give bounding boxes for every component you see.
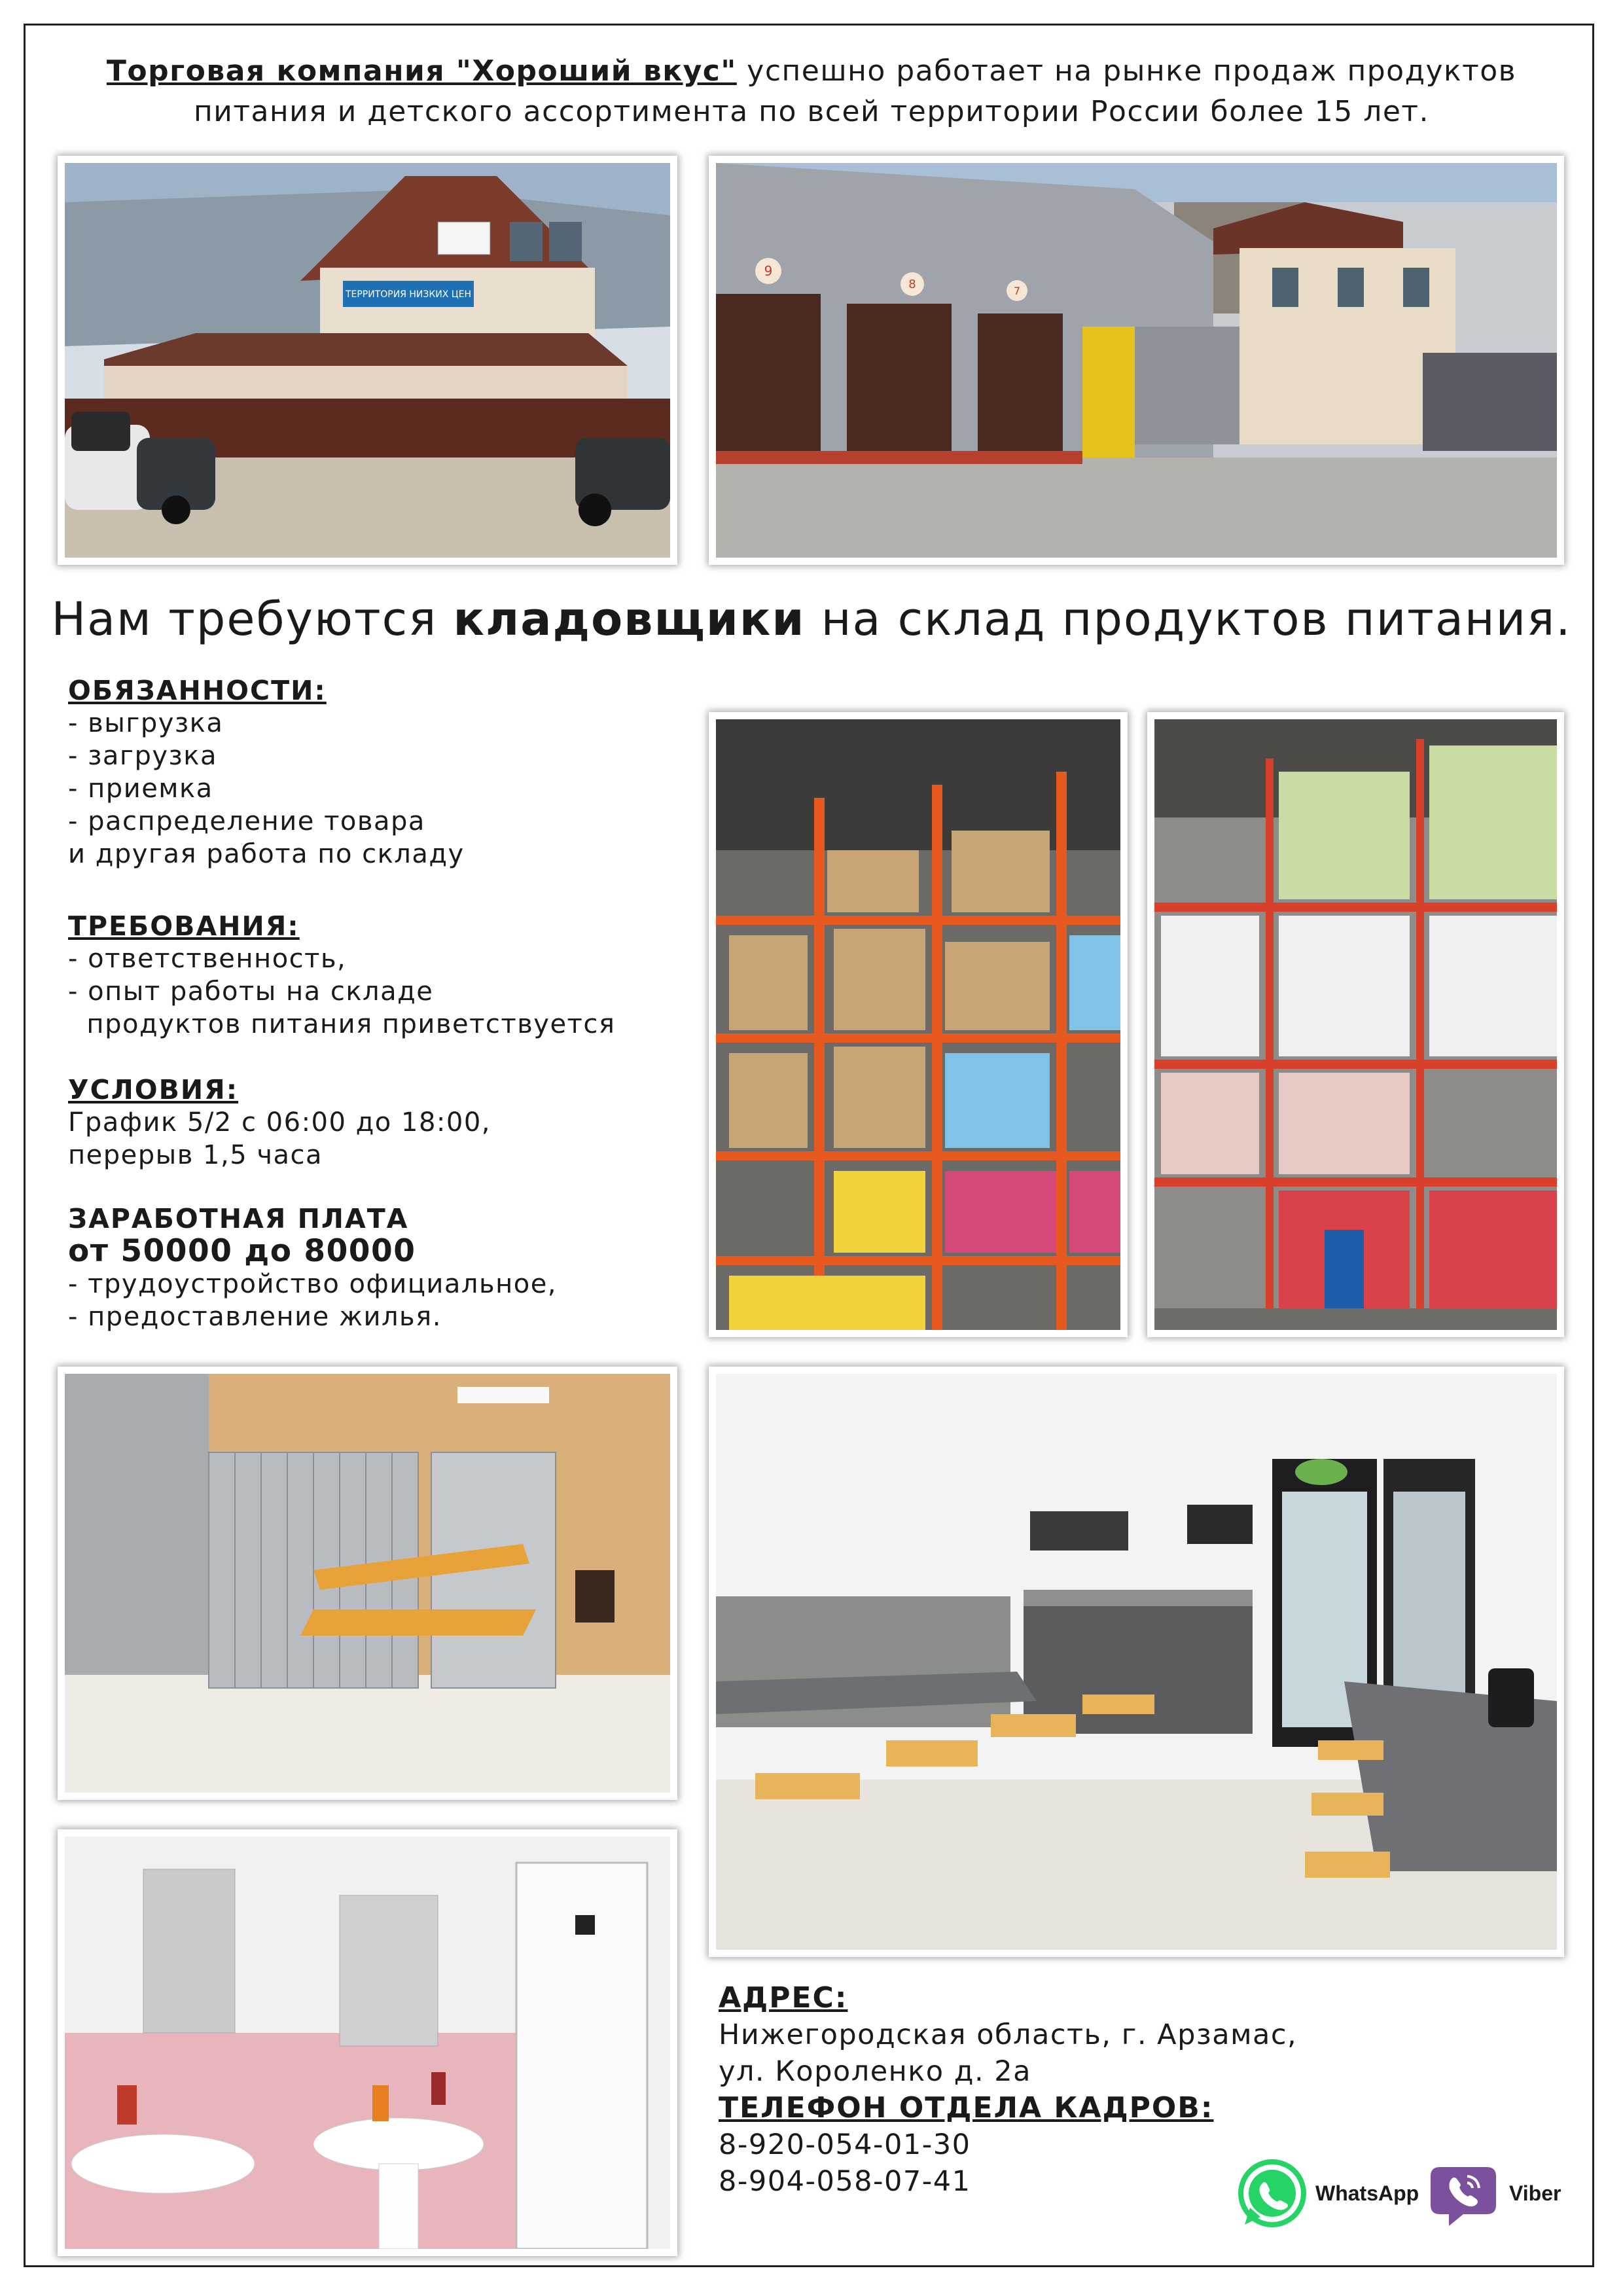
requirements-section (68, 910, 615, 1041)
contacts-section (719, 1980, 1297, 2200)
condition-item: перерыв 1,5 часа (68, 1140, 323, 1170)
salary-section (68, 1202, 557, 1333)
company-name: Торговая компания "Хороший вкус" (106, 54, 737, 88)
phone-title: ТЕЛЕФОН ОТДЕЛА КАДРОВ: (719, 2091, 1214, 2125)
requirement-item: - ответственность, (68, 944, 347, 974)
phone-number-2[interactable]: 8-904-058-07-41 (719, 2165, 971, 2198)
office-sign-text: ТЕРРИТОРИЯ НИЗКИХ ЦЕН (345, 289, 472, 300)
headline-pre: Нам требуются (51, 592, 454, 646)
duties-section (68, 674, 465, 870)
salary-amount: от 50000 до 80000 (68, 1233, 416, 1269)
address-line1: Нижегородская область, г. Арзамас, (719, 2018, 1298, 2051)
duty-item: и другая работа по складу (68, 839, 465, 869)
duty-item: - загрузка (68, 741, 217, 771)
headline-job-title: кладовщики (453, 592, 806, 646)
viber-icon (1427, 2157, 1500, 2230)
gate-number-2: 8 (908, 278, 916, 291)
photo-dining-room (709, 1367, 1564, 1957)
requirement-item: - опыт работы на складе (68, 977, 434, 1007)
gate-number-1: 9 (764, 263, 773, 279)
duties-title: ОБЯЗАННОСТИ: (68, 675, 327, 706)
intro-line2: питания и детского ассортимента по всей территории России более 15 лет. (193, 95, 1430, 128)
photo-warehouse-racks-2 (1147, 712, 1564, 1337)
requirement-item: продуктов питания приветствуется (68, 1009, 616, 1039)
viber-link[interactable] (1427, 2157, 1561, 2230)
photo-warehouse-racks-1 (709, 712, 1128, 1337)
photo-office-building (58, 156, 677, 565)
headline-post: на склад продуктов питания. (805, 592, 1572, 646)
duty-item: - приемка (68, 774, 213, 804)
address-title: АДРЕС: (719, 1981, 848, 2015)
conditions-title: УСЛОВИЯ: (68, 1074, 239, 1105)
conditions-section (68, 1073, 491, 1172)
photo-warehouse-gates (709, 156, 1564, 565)
viber-label: Viber (1509, 2181, 1561, 2205)
intro-text (39, 51, 1584, 132)
salary-title: ЗАРАБОТНАЯ ПЛАТА (68, 1203, 409, 1234)
phone-number-1[interactable]: 8-920-054-01-30 (719, 2128, 971, 2161)
duty-item: - выгрузка (68, 708, 224, 738)
salary-item: - предоставление жилья. (68, 1302, 442, 1332)
address-line2: ул. Короленко д. 2а (719, 2055, 1031, 2088)
vacancy-headline (39, 592, 1584, 646)
intro-line1: успешно работает на рынке продаж продуктов (736, 54, 1517, 88)
salary-item: - трудоустройство официальное, (68, 1269, 558, 1299)
photo-locker-room (58, 1367, 677, 1800)
whatsapp-link[interactable] (1236, 2157, 1419, 2230)
whatsapp-label: WhatsApp (1315, 2181, 1419, 2205)
requirements-title: ТРЕБОВАНИЯ: (68, 910, 300, 942)
condition-item: График 5/2 с 06:00 до 18:00, (68, 1107, 491, 1138)
whatsapp-icon (1236, 2157, 1309, 2230)
photo-washroom (58, 1829, 677, 2256)
duty-item: - распределение товара (68, 806, 425, 836)
gate-number-3: 7 (1013, 285, 1021, 297)
